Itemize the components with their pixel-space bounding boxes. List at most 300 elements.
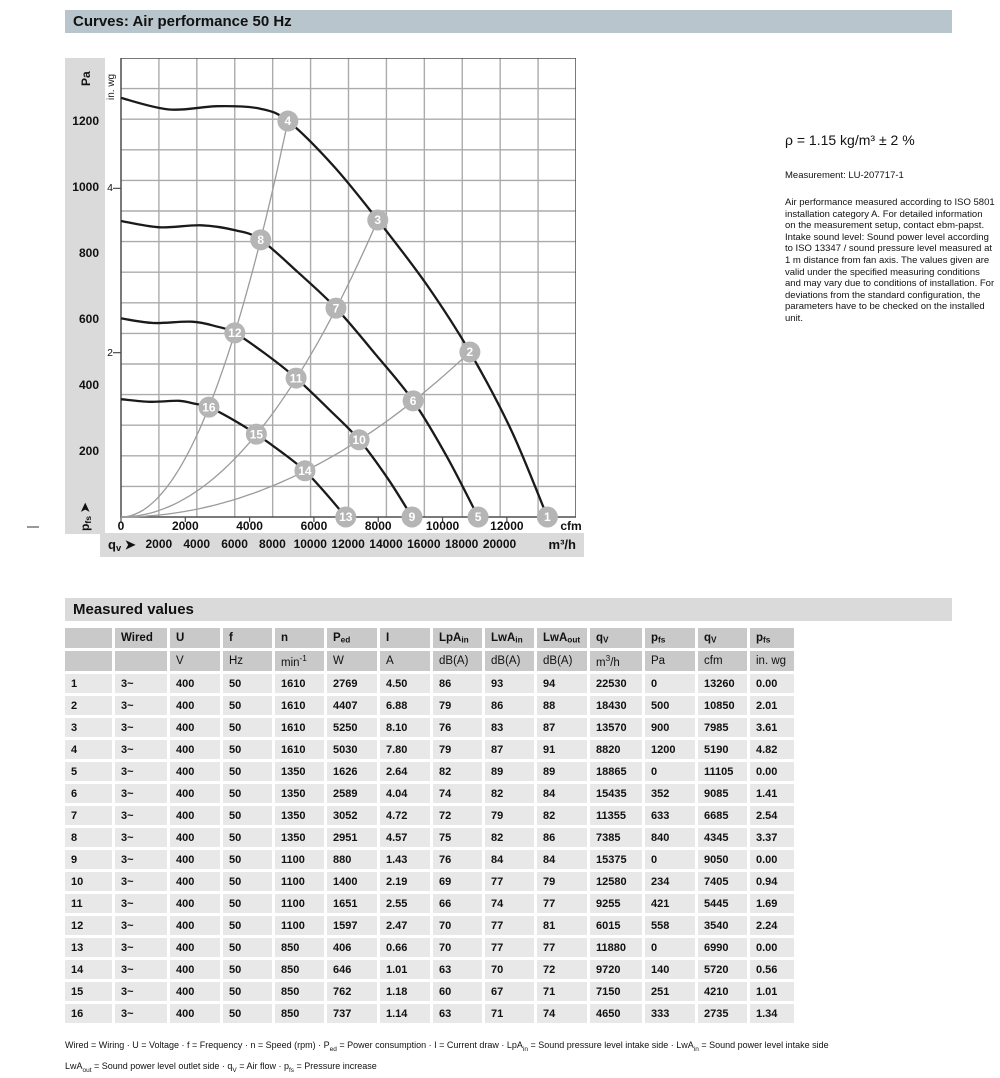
table-header-cell: Wired [115, 628, 167, 648]
table-cell: 850 [275, 960, 324, 979]
table-cell: 1.18 [380, 982, 430, 1001]
table-cell: 2.01 [750, 696, 794, 715]
table-cell: 89 [485, 762, 534, 781]
table-cell: 1100 [275, 850, 324, 869]
table-cell: 12580 [590, 872, 642, 891]
table-header-cell: U [170, 628, 220, 648]
table-cell: 15435 [590, 784, 642, 803]
table-cell: 13 [65, 938, 112, 957]
table-units-row [65, 651, 794, 671]
table-cell: 87 [485, 740, 534, 759]
table-cell: 67 [485, 982, 534, 1001]
table-cell: 400 [170, 718, 220, 737]
table-header-cell: LwAout [537, 628, 587, 648]
x-axis-title: qv ➤ [108, 537, 136, 553]
marker-number: 8 [257, 233, 265, 248]
table-cell: 3~ [115, 740, 167, 759]
table-cell: 77 [485, 916, 534, 935]
table-cell: 82 [433, 762, 482, 781]
x-axis-tick-label: 12000 [490, 519, 524, 533]
table-cell: 0.94 [750, 872, 794, 891]
table-cell: 850 [275, 982, 324, 1001]
table-header-cell: A [380, 651, 430, 671]
table-cell: 9255 [590, 894, 642, 913]
table-cell: 3~ [115, 960, 167, 979]
table-cell: 79 [485, 806, 534, 825]
y-axis-tick-label: 800 [78, 246, 99, 261]
marker-number: 3 [374, 213, 382, 228]
table-cell: 69 [433, 872, 482, 891]
table-cell: 86 [433, 674, 482, 693]
table-cell: 0.56 [750, 960, 794, 979]
table-cell: 84 [537, 784, 587, 803]
table-cell: 94 [537, 674, 587, 693]
table-cell: 71 [485, 1004, 534, 1023]
table-cell: 3~ [115, 850, 167, 869]
operating-point-marker [367, 210, 388, 231]
table-header-cell: Pa [645, 651, 695, 671]
table-cell: 0 [645, 938, 695, 957]
table-cell: 9085 [698, 784, 747, 803]
table-cell: 2.64 [380, 762, 430, 781]
table-cell: 11880 [590, 938, 642, 957]
x-axis-tick-label: 10000 [425, 519, 460, 533]
table-cell: 1.14 [380, 1004, 430, 1023]
table-row [65, 960, 794, 979]
table-cell: 400 [170, 894, 220, 913]
table-cell: 400 [170, 696, 220, 715]
table-cell: 4407 [327, 696, 377, 715]
table-cell: 1651 [327, 894, 377, 913]
y-axis-tick-label: 600 [78, 312, 99, 326]
table-cell: 82 [485, 828, 534, 847]
table-cell: 333 [645, 1004, 695, 1023]
table-header-cell: Hz [223, 651, 272, 671]
table-cell: 87 [537, 718, 587, 737]
table-cell: 2.47 [380, 916, 430, 935]
table-cell: 1610 [275, 696, 324, 715]
table-row [65, 982, 794, 1001]
table-header-cell: qV [698, 628, 747, 648]
table-cell: 82 [485, 784, 534, 803]
table-cell: 400 [170, 916, 220, 935]
table-cell: 11 [65, 894, 112, 913]
table-cell: 0.00 [750, 938, 794, 957]
table-cell: 50 [223, 960, 272, 979]
table-header-cell: LwAin [485, 628, 534, 648]
table-cell: 84 [537, 850, 587, 869]
table-cell: 9 [65, 850, 112, 869]
table-cell: 86 [485, 696, 534, 715]
operating-point-marker [198, 397, 219, 418]
table-cell: 83 [485, 718, 534, 737]
table-header-cell: n [275, 628, 324, 648]
table-cell: 2.54 [750, 806, 794, 825]
table-cell: 6685 [698, 806, 747, 825]
table-cell: 4345 [698, 828, 747, 847]
table-cell: 2 [65, 696, 112, 715]
table-cell: 12 [65, 916, 112, 935]
table-header-cell: pfs [645, 628, 695, 648]
fan-curve [121, 318, 412, 517]
table-header-cell: LpAin [433, 628, 482, 648]
table-cell: 50 [223, 894, 272, 913]
table-cell: 1626 [327, 762, 377, 781]
table-cell: 4.50 [380, 674, 430, 693]
table-cell: 1400 [327, 872, 377, 891]
table-header-cell: in. wg [750, 651, 794, 671]
y-axis-tick-label: 1000 [72, 180, 99, 195]
plot-area [111, 58, 576, 531]
table-cell: 9720 [590, 960, 642, 979]
x-axis-tick-label: 4000 [236, 519, 263, 533]
table-cell: 0.00 [750, 762, 794, 781]
table-cell: 646 [327, 960, 377, 979]
table-cell: 400 [170, 806, 220, 825]
table-cell: 1350 [275, 828, 324, 847]
marker-number: 9 [408, 510, 416, 525]
measurement-notes [785, 132, 995, 325]
table-cell: 5250 [327, 718, 377, 737]
table-header-cell: V [170, 651, 220, 671]
y-axis-primary-unit: Pa [79, 71, 93, 86]
table-header-cell: dB(A) [485, 651, 534, 671]
table-row [65, 938, 794, 957]
table-cell: 400 [170, 872, 220, 891]
table-cell: 2.24 [750, 916, 794, 935]
operating-point-marker [403, 390, 424, 411]
marker-number: 10 [352, 432, 366, 447]
table-row [65, 718, 794, 737]
table-cell: 2769 [327, 674, 377, 693]
table-cell: 251 [645, 982, 695, 1001]
table-cell: 50 [223, 718, 272, 737]
table-cell: 76 [433, 718, 482, 737]
table-cell: 1.43 [380, 850, 430, 869]
table-cell: 66 [433, 894, 482, 913]
table-cell: 3~ [115, 718, 167, 737]
table-cell: 4650 [590, 1004, 642, 1023]
table-cell: 2735 [698, 1004, 747, 1023]
x-axis-secondary-tick-label: 2000 [145, 537, 173, 551]
y-axis-tick-label: 1200 [72, 114, 99, 129]
table-cell: 3052 [327, 806, 377, 825]
table-cell: 3540 [698, 916, 747, 935]
x-axis-tick-label: 8000 [364, 519, 392, 533]
operating-point-marker [277, 111, 298, 132]
table-cell: 1350 [275, 784, 324, 803]
table-cell: 1100 [275, 916, 324, 935]
table-cell: 72 [433, 806, 482, 825]
table-cell: 3~ [115, 762, 167, 781]
table-cell: 4.04 [380, 784, 430, 803]
table-cell: 3.37 [750, 828, 794, 847]
table-cell: 5030 [327, 740, 377, 759]
table-cell: 10850 [698, 696, 747, 715]
table-cell: 76 [433, 850, 482, 869]
table-cell: 2589 [327, 784, 377, 803]
table-cell: 234 [645, 872, 695, 891]
table-cell: 1200 [645, 740, 695, 759]
marker-number: 16 [202, 400, 216, 415]
operating-point-marker [335, 507, 356, 528]
table-cell: 3~ [115, 674, 167, 693]
operating-point-marker [224, 322, 245, 343]
table-cell: 1610 [275, 740, 324, 759]
x-axis-secondary-tick-label: 18000 [444, 537, 479, 551]
table-cell: 7 [65, 806, 112, 825]
table-cell: 140 [645, 960, 695, 979]
table-cell: 60 [433, 982, 482, 1001]
table-cell: 1.01 [380, 960, 430, 979]
table-cell: 91 [537, 740, 587, 759]
table-cell: 79 [537, 872, 587, 891]
table-cell: 5190 [698, 740, 747, 759]
table-cell: 70 [433, 916, 482, 935]
table-cell: 79 [433, 740, 482, 759]
marker-number: 14 [298, 464, 312, 479]
table-cell: 14 [65, 960, 112, 979]
table-cell: 88 [537, 696, 587, 715]
table-cell: 11105 [698, 762, 747, 781]
table-cell: 1100 [275, 872, 324, 891]
table-cell: 7150 [590, 982, 642, 1001]
table-cell: 3 [65, 718, 112, 737]
table-cell: 400 [170, 850, 220, 869]
table-cell: 7.80 [380, 740, 430, 759]
table-cell: 7985 [698, 718, 747, 737]
x-axis-secondary-tick-label: 20000 [482, 537, 517, 551]
table-cell: 2951 [327, 828, 377, 847]
table-header-cell: qV [590, 628, 642, 648]
table-cell: 3~ [115, 916, 167, 935]
operating-point-marker [468, 507, 489, 528]
table-cell: 400 [170, 960, 220, 979]
table-cell: 4.57 [380, 828, 430, 847]
table-row [65, 1004, 794, 1023]
table-cell: 3~ [115, 894, 167, 913]
table-cell: 7405 [698, 872, 747, 891]
table-cell: 1.34 [750, 1004, 794, 1023]
table-cell: 18865 [590, 762, 642, 781]
table-cell: 3~ [115, 938, 167, 957]
table-cell: 18430 [590, 696, 642, 715]
table-header-cell: I [380, 628, 430, 648]
measurement-paragraph: Air performance measured according to ISO 5801 installation category A. For detailed information on the measurement setup, contact ebm-papst. Intake sound level: Sound power level according to ISO 13347 / sound pressure level measured at 1 m distance from fan axis. The values given are valid under the specified measuring conditions and may vary due to conditions of installation. For deviations from the standard configuration, the parameters have to be checked on the installed unit. [785, 197, 995, 324]
operating-point-marker [286, 368, 307, 389]
x-axis-bar [100, 533, 584, 557]
table-cell: 8820 [590, 740, 642, 759]
marker-number: 13 [339, 510, 353, 525]
table-cell: 1.69 [750, 894, 794, 913]
page-title: Curves: Air performance 50 Hz [65, 10, 952, 33]
table-cell: 400 [170, 828, 220, 847]
table-cell: 0.66 [380, 938, 430, 957]
x-axis-tick-label: 0 [117, 519, 125, 533]
table-cell: 500 [645, 696, 695, 715]
table-cell: 81 [537, 916, 587, 935]
table-cell: 50 [223, 1004, 272, 1023]
x-axis-secondary-tick-label: 16000 [407, 537, 441, 551]
table-cell: 2.55 [380, 894, 430, 913]
air-density-note: ρ = 1.15 kg/m³ ± 2 % [785, 132, 915, 148]
table-header-cell: $m^3/h$ [590, 651, 642, 671]
operating-point-marker [402, 507, 423, 528]
table-cell: 50 [223, 872, 272, 891]
marker-number: 11 [289, 371, 303, 386]
table-cell: 15 [65, 982, 112, 1001]
table-cell: 400 [170, 740, 220, 759]
legend-line-2: LwA$_{out}$ = Sound power level outlet side · $q_V$ = Air flow · $p_{fs}$ = Pressure increase [65, 1061, 377, 1075]
table-header-cell: pfs [750, 628, 794, 648]
table-cell: 1100 [275, 894, 324, 913]
table-row [65, 784, 794, 803]
table-header-cell [115, 651, 167, 671]
table-cell: 421 [645, 894, 695, 913]
table-cell: 9050 [698, 850, 747, 869]
table-cell: 4.82 [750, 740, 794, 759]
table-cell: 50 [223, 762, 272, 781]
table-cell: 3~ [115, 696, 167, 715]
table-cell: 400 [170, 1004, 220, 1023]
x-axis-primary-unit: cfm [560, 519, 582, 533]
legend-line-1: Wired = Wiring · U = Voltage · f = Frequency · n = Speed $(rpm) \cdot P_{ed}$ = Power consumption · I = Current draw · LpA$_{in}$ = Sound pressure level intake side · LwA$_{in}$ = Sound power level intake side [65, 1040, 829, 1053]
table-cell: 0 [645, 674, 695, 693]
table-cell: 1 [65, 674, 112, 693]
table-cell: 1.41 [750, 784, 794, 803]
table-cell: 50 [223, 938, 272, 957]
x-axis-secondary-tick-label: 6000 [221, 537, 248, 551]
table-cell: 50 [223, 740, 272, 759]
table-header-cell: cfm [698, 651, 747, 671]
table-cell: 89 [537, 762, 587, 781]
table-cell: 3~ [115, 982, 167, 1001]
marker-number: 2 [466, 345, 474, 360]
table-cell: 4.72 [380, 806, 430, 825]
table-row [65, 674, 794, 693]
marker-number: 15 [249, 427, 264, 442]
table-cell: 400 [170, 982, 220, 1001]
marker-number: 7 [332, 301, 340, 316]
table-row [65, 828, 794, 847]
table-cell: 50 [223, 674, 272, 693]
table-cell: 13570 [590, 718, 642, 737]
table-row [65, 894, 794, 913]
table-cell: 70 [433, 938, 482, 957]
table-cell: 77 [537, 938, 587, 957]
table-cell: 1350 [275, 762, 324, 781]
page-margin-mark [27, 526, 39, 528]
table-cell: 16 [65, 1004, 112, 1023]
x-axis-tick-label: 6000 [300, 519, 328, 533]
marker-number: 5 [474, 510, 482, 525]
table-row [65, 762, 794, 781]
table-cell: 5 [65, 762, 112, 781]
y-axis-title: pfs ➤ [78, 502, 93, 531]
table-header-cell: f [223, 628, 272, 648]
table-cell: 880 [327, 850, 377, 869]
table-cell: 63 [433, 960, 482, 979]
table-cell: 8.10 [380, 718, 430, 737]
table-cell: 400 [170, 674, 220, 693]
table-cell: 77 [485, 872, 534, 891]
table-row [65, 916, 794, 935]
table-cell: 71 [537, 982, 587, 1001]
table-cell: 3~ [115, 806, 167, 825]
table-cell: 0.00 [750, 850, 794, 869]
table-cell: 11355 [590, 806, 642, 825]
table-cell: 558 [645, 916, 695, 935]
table-cell: 10 [65, 872, 112, 891]
marker-number: 1 [544, 510, 551, 525]
table-cell: 72 [537, 960, 587, 979]
table-cell: 3~ [115, 784, 167, 803]
table-row [65, 740, 794, 759]
table-cell: 22530 [590, 674, 642, 693]
table-header-cell [65, 628, 112, 648]
table-cell: 6.88 [380, 696, 430, 715]
x-axis-secondary-tick-label: 4000 [183, 537, 211, 551]
table-header-cell: Ped [327, 628, 377, 648]
table-cell: 93 [485, 674, 534, 693]
table-cell: 6 [65, 784, 112, 803]
table-cell: 63 [433, 1004, 482, 1023]
table-cell: 762 [327, 982, 377, 1001]
operating-point-marker [459, 342, 480, 363]
table-cell: 50 [223, 696, 272, 715]
table-cell: 900 [645, 718, 695, 737]
table-cell: 1.01 [750, 982, 794, 1001]
table-cell: 84 [485, 850, 534, 869]
table-cell: 850 [275, 938, 324, 957]
table-cell: 6990 [698, 938, 747, 957]
table-cell: 74 [485, 894, 534, 913]
table-cell: 400 [170, 938, 220, 957]
y-axis-secondary-unit: in. wg [106, 73, 117, 100]
table-cell: 4 [65, 740, 112, 759]
y-axis-secondary-tick-label: 2 [107, 346, 113, 359]
air-performance-chart [65, 52, 675, 564]
table-header-cell: $\min^{-1}$ [275, 651, 324, 671]
table-legend [65, 1037, 995, 1078]
table-cell: 70 [485, 960, 534, 979]
measured-values-table [62, 625, 797, 1026]
table-cell: 7385 [590, 828, 642, 847]
table-cell: 1610 [275, 718, 324, 737]
table-cell: 74 [537, 1004, 587, 1023]
table-cell: 50 [223, 828, 272, 847]
table-cell: 3~ [115, 872, 167, 891]
table-cell: 6015 [590, 916, 642, 935]
x-axis-secondary-unit: m³/h [548, 537, 576, 552]
table-cell: 4210 [698, 982, 747, 1001]
table-row [65, 696, 794, 715]
operating-point-marker [250, 229, 271, 250]
table-cell: 1610 [275, 674, 324, 693]
table-cell: 50 [223, 916, 272, 935]
operating-point-marker [349, 429, 370, 450]
marker-number: 12 [228, 326, 242, 341]
table-cell: 406 [327, 938, 377, 957]
table-cell: 1597 [327, 916, 377, 935]
table-cell: 79 [433, 696, 482, 715]
table-cell: 82 [537, 806, 587, 825]
x-axis-secondary-tick-label: 10000 [293, 537, 327, 551]
section-title: Measured values [65, 598, 952, 621]
table-header-cell: dB(A) [537, 651, 587, 671]
table-cell: 850 [275, 1004, 324, 1023]
operating-point-marker [246, 424, 267, 445]
